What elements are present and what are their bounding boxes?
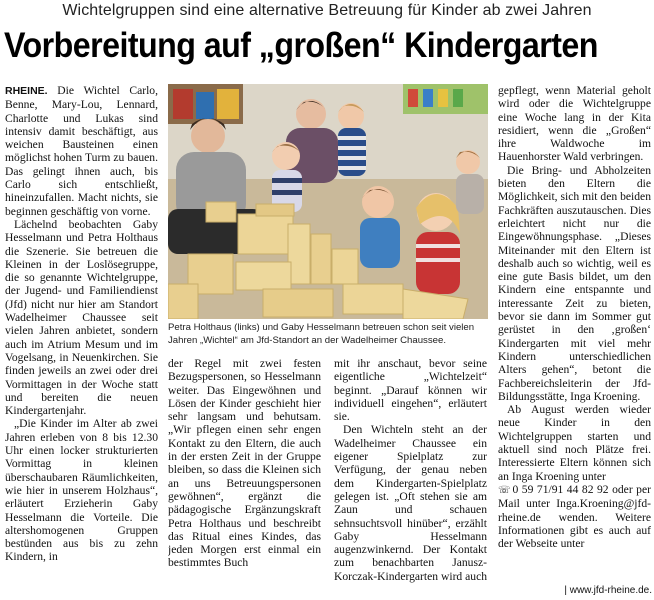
paragraph [498,483,651,550]
article-column-2 [168,357,321,597]
paragraph: Den Wichteln steht an der Wadelheimer Chaussee ein eigener Spielplatz zur Verfügung, der genau neben dem Kindergarten-Spielplatz gelegen ist. „Oft stehen sie am Zaun und schauen sehnsuchtsvoll hinüber“, erzählt Gaby Hesselmann augenzwinkernd. Der Kontakt zum benachbarten Janusz-Korczak-Kindergarten wird auch [334,423,487,583]
paragraph-text: Die Wichtel Carlo, Benne, Mary-Lou, Lennard, Charlotte und Lukas sind intensiv damit beschäftigt, aus weichen Bausteinen einen möglichst hohen Turm zu bauen. Das gelingt ihnen auch, bis Carlo sich entschließt, hineinzufallen. Macht nichts, sie beginnen geschäftig von vorne. [5,84,158,218]
paragraph: „Die Kinder im Alter ab zwei Jahren erleben von 8 bis 12.30 Uhr einen locker strukturierten Vormittag in kleinen überschaubaren Räumlichkeiten, wie hier in unserem Holzhaus“, erläutert Erzieherin Gaby Hesselmann die Vorteile. Die altershomogenen Gruppen bestünden aus bis zu zehn Kindern, in [5,417,158,564]
article-photo [168,84,488,319]
headline: Vorbereitung auf „großen“ Kindergarten [4,26,598,65]
article-column-3 [334,357,487,597]
paragraph [5,84,158,218]
paragraph: Die Bring- und Abholzeiten bieten den Eltern die Möglichkeit, sich mit den beiden Fachkräften auszutauschen. Dies erleichtert nicht nur die Eingewöhnungsphase. „Dieses Miteinander mit den Eltern ist deshalb auch so wichtig, weil es eine gute Basis bildet, um den Kindern eine entspannte und interessante Zeit zu bieten, bevor sie dann im Sommer gut gerüstet in den ‚großen‘ Kindergarten mit viel mehr Kindern unterschiedlichen Alters gehen“, betont die Fachbereichsleiterin der Jfd-Bildungsstätte, Inga Kroening. [498,163,651,403]
paragraph: Lächelnd beobachten Gaby Hesselmann und Petra Holthaus die Szenerie. Sie betreuen die Kleinen in der Loslösegruppe, die so genannte Wichtelgruppe, der Jugend- und Familiendienst (Jfd) nicht nur hier am Standort Wadelheimer Chaussee seit vielen Jahren anbietet, sondern auch im Atrium Mesum und im Vogelsang, in Neuenkirchen. Sie finden jeweils an zwei oder drei Vormittagen in der Woche statt und bereiten die neuen Kindergartenjahr. [5,217,158,418]
paragraph: der Regel mit zwei festen Bezugspersonen, so Hesselmann weiter. Das Eingewöhnen und Lösen der Kinder geschieht hier sehr langsam und behutsam. „Wir pflegen einen sehr engen Kontakt zu den Eltern, die auch in der ersten Zeit in der Gruppe bleiben, so dass die Kleinen sich an uns Betreuungspersonen gewöhnen“, ergänzt die pädagogische Ergänzungskraft Petra Holthaus und beschreibt das Ritual eines Kindes, das jeden Morgen erst einmal ein bestimmtes Buch [168,357,321,570]
photo-children-building-blocks [168,84,488,319]
kicker-subheadline: Wichtelgruppen sind eine alternative Betreuung für Kinder ab zwei Jahren [62,2,592,19]
web-link[interactable]: www.jfd-rheine.de. [569,585,652,596]
article-column-1 [5,84,158,598]
paragraph: gepflegt, wenn Material geholt wird oder die Wichtelgruppe eine Woche lang in der Kita residiert, wenn die „Großen“ ihre Waldwoche im Hauenhorster Wald verbringen. [498,84,651,164]
paragraph: mit ihr anschaut, bevor seine eigentliche „Wichtelzeit“ beginnt. „Darauf können wir individuell eingehen“, erläutert sie. [334,357,487,424]
paragraph-text: 0 59 71/91 44 82 92 oder per Mail unter Inga.Kroening@jfd-rheine.de wenden. Weitere Informationen gibt es auch auf der Webseite unter [498,482,651,551]
phone-icon: ☏ [498,484,511,496]
footer-web-address: | www.jfd-rheine.de. [564,585,652,596]
paragraph: Ab August werden wieder neue Kinder in den Wichtelgruppen starten und aktuell sind noch Plätze frei. Interessierte Eltern können sich an Inga Kroening unter [498,403,651,483]
photo-caption: Petra Holthaus (links) und Gaby Hesselmann betreuen schon seit vielen Jahren „Wichtel“ am Jfd-Standort an der Wadelheimer Chaussee. [168,322,475,346]
article-column-4 [498,84,651,580]
dateline: RHEINE. [5,85,48,97]
